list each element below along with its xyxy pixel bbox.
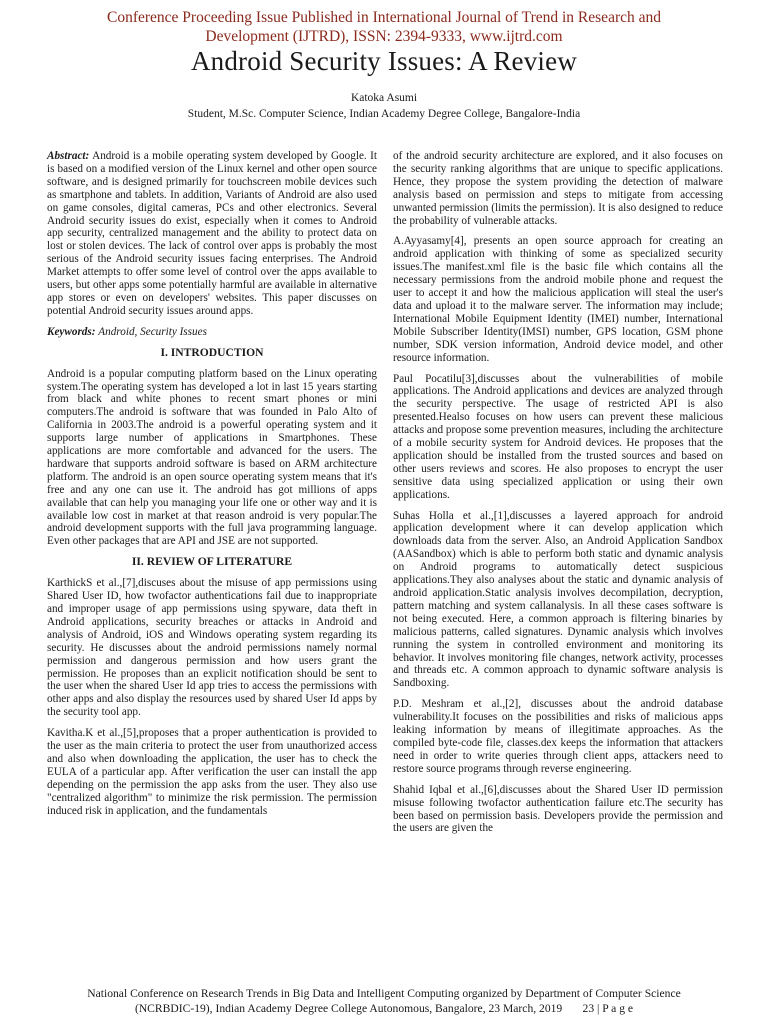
- right-paragraph-4: Suhas Holla et al.,[1],discusses a layered approach for android application development where it can develop application which downloads data from the server. Also, an Android Application Sandbox (AASandbox) which is able to perform both static and dynamic analysis on Android programs to automatically detect suspicious applications.They also analyses about the static and dynamic analysis of android application.Static analysis involves decompilation, decryption, pattern matching and system callanalysis. In all these cases software is not being executed. Here, a common approach is filtering binaries by malicious patterns, called signatures. Dynamic analysis which involves running the system in controlled environment and monitoring its behavior. It involves monitoring file changes, network activity, processes and threads etc. A common approach to dynamic software analysis is Sandboxing.: [393, 509, 723, 690]
- right-paragraph-5: P.D. Meshram et al.,[2], discusses about the android database vulnerability.It focuses on the possibilities and risks of malicious apps leaking information by means of illegitimate approaches. As the compiled byte-code file, classes.dex keeps the information that attackers need in order to write queries through client apps, attackers need to restore source programs through reverse engineering.: [393, 698, 723, 775]
- keywords-label: Keywords:: [47, 325, 96, 338]
- page-number: 23 | P a g e: [582, 1002, 634, 1015]
- right-paragraph-6: Shahid Iqbal et al.,[6],discusses about the Shared User ID permission misuse following twofactor authentication failure etc.The security has been based on permission basis. Developers provide the permission and the users are given the: [393, 783, 723, 835]
- journal-header-line-1: Conference Proceeding Issue Published in International Journal of Trend in Research and: [107, 9, 661, 26]
- author-affiliation: Student, M.Sc. Computer Science, Indian Academy Degree College, Bangalore-India: [187, 108, 581, 120]
- footer-line-1: National Conference on Research Trends in Big Data and Intelligent Computing organized by Department of Computer Science: [87, 987, 681, 1000]
- keywords-text: Android, Security Issues: [98, 325, 207, 338]
- right-column: [393, 150, 723, 843]
- abstract-label: Abstract:: [47, 150, 90, 162]
- conference-footer: [20, 986, 748, 1016]
- journal-header-line-2: Development (IJTRD), ISSN: 2394-9333, www.ijtrd.com: [205, 28, 563, 45]
- right-paragraph-3: Paul Pocatilu[3],discusses about the vulnerabilities of mobile applications. The Android applications and devices are analyzed through the security perspective. The usage of restricted API is also presented.Healso focuses on how users can prevent these malicious attacks and propose some prevention measures, including the architecture of a mobile security system for Android devices. He proposes that the application should be installed from the trusted sources and based on other users reviews and scores. He also proposes to encrypt the user sensitive data using specialized application or using their own applications.: [393, 372, 723, 501]
- review-paragraph-1: KarthickS et al.,[7],discuses about the misuse of app permissions using Shared User ID, how twofactor authentications fail due to inappropriate and improper usage of app permissions using spyware, data theft in Android applications, security breaches or attacks in Android and analysis of Android, iOS and Windows operating system regarding its security. He discusses about the android permissions namely normal permission and dangerous permission and how users grant the permission. He proposes than an explicit notification should be sent to the user when the shared User Id app tries to access the permissions with other apps and also display the resources used by shared User Id apps by the security tool app.: [47, 577, 377, 719]
- abstract-paragraph: [47, 150, 377, 318]
- keywords-paragraph: [47, 326, 377, 339]
- right-paragraph-2: A.Ayyasamy[4], presents an open source approach for creating an android application with thinking of some as specialized security issues.The manifest.xml file is the basic file which contains all the necessary permissions from the android mobile phone and request the user to accept it and how the malicious application will steal the user's data and upload it to the malware server. The information may include; International Mobile Equipment Identity (IMEI) number, International Mobile Subscriber Identity(IMSI) number, GPS location, GSM phone number, SDK version information, Android device model, and other resource information.: [393, 235, 723, 364]
- journal-header: [20, 8, 748, 46]
- author-name: Katoka Asumi: [350, 92, 418, 104]
- abstract-text: Android is a mobile operating system developed by Google. It is based on a modified version of the Linux kernel and other open source software, and is designed primarily for touchscreen mobile devices such as smartphone and tablets. In addition, Variants of Android are also used on game consoles, digital cameras, PCs and other electronics. Several Android security issues do exist, especially when it comes to Android app security, centralized management and the ability to protect data on lost or stolen devices. The lack of control over apps is probably the most serious of the Android security issues facing enterprises. The Android Market attempts to offer some level of control over the apps available to users, but other apps some potentially harmful are available in alternative app stores or even on developers' websites. This paper discusses on potential Android security issues around apps.: [47, 150, 377, 317]
- introduction-heading: I. INTRODUCTION: [160, 345, 264, 359]
- review-paragraph-2: Kavitha.K et al.,[5],proposes that a proper authentication is provided to the user as the main criteria to protect the user from unauthorized access and also when downloading the application, the user has to check the EULA of a particular app. After verification the user can install the app depending on the permission the app asks from the user. They also use "centralized algorithm" to minimize the risk permission. The permission induced risk in application, and the fundamentals: [47, 727, 377, 817]
- left-column: [47, 150, 377, 826]
- right-paragraph-1: of the android security architecture are explored, and it also focuses on the security ranking algorithms that are unique to specific applications. Hence, they propose the system providing the detection of malware analysis based on permission and steps to mitigate from accessing unwanted permission (limits the permission). It is also designed to reduce the probability of vulnerable attacks.: [393, 150, 723, 227]
- footer-line-2: [20, 1001, 748, 1016]
- review-heading: II. REVIEW OF LITERATURE: [131, 555, 293, 569]
- footer-line-2-text: (NCRBDIC-19), Indian Academy Degree College Autonomous, Bangalore, 23 March, 2019: [134, 1002, 563, 1015]
- introduction-paragraph: Android is a popular computing platform based on the Linux operating system.The operating system has developed a lot in last 15 years starting from black and white phones to recent smart phones or mini computers.The android is software that was founded in Palo Alto of California in 2003.The android is a powerful operating system and it supports large number of applications in Smartphones. These applications are more comfortable and advanced for the users. The hardware that supports android software is based on ARM architecture platform. The android is an open source operating system means that it's free and any one can use it. The android has got millions of apps available that can help you managing your life one or other way and it is available low cost in market at that reason android is very popular.The android development supports with the full java programming language. Even other packages that are API and JSE are not supported.: [47, 367, 377, 548]
- paper-title: Android Security Issues: A Review: [190, 46, 578, 76]
